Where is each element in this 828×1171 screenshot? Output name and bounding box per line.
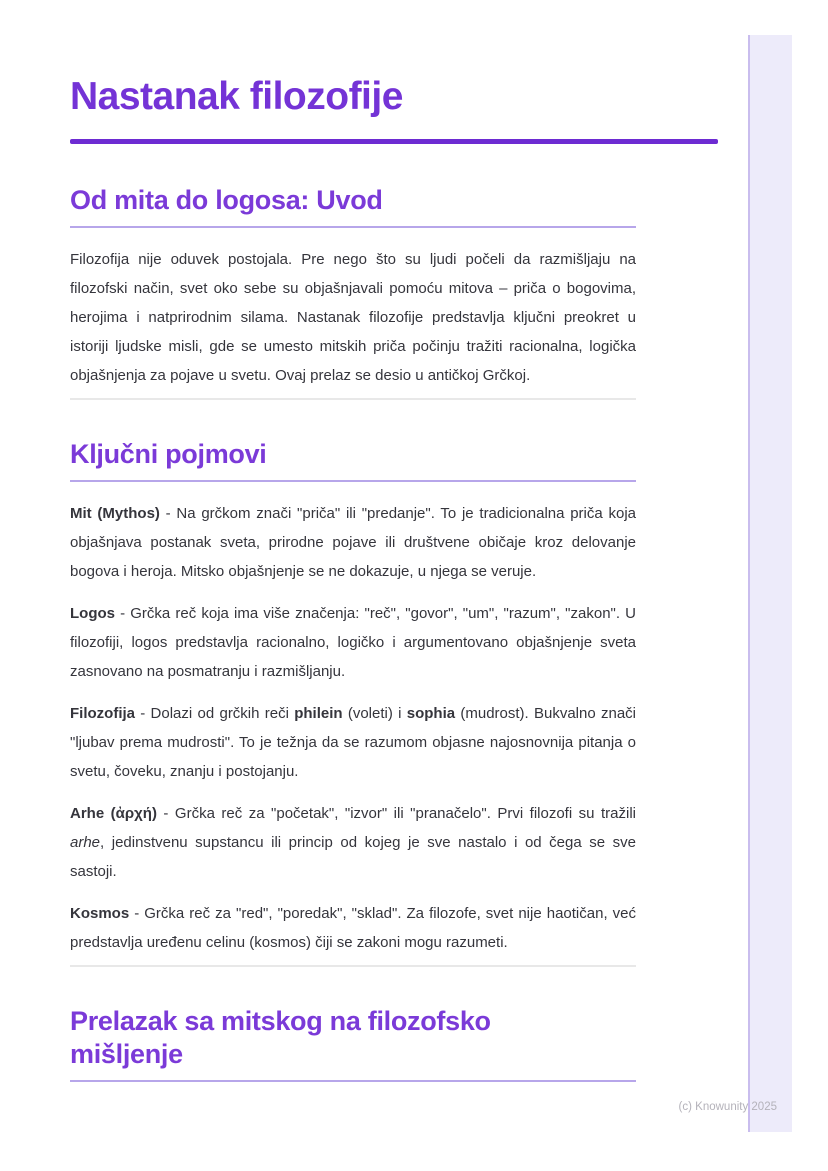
paragraph-filozofija: Filozofija - Dolazi od grčkih reči philein (voleti) i sophia (mudrost). Bukvalno znači "ljubav prema mudrosti". To je težnja da se razumom objasne najosnovnija pitanja o svetu, čoveku, znanju i postojanju. (70, 705, 636, 780)
title-rule (70, 139, 718, 144)
page-edge-strip (748, 35, 792, 1132)
section-divider-1 (70, 398, 636, 400)
section-heading-key-terms: Ključni pojmovi (70, 439, 267, 469)
heading-rule-transition (70, 1080, 636, 1082)
copyright-notice: (c) Knowunity 2025 (678, 1101, 777, 1113)
section-intro (70, 184, 718, 390)
page-title: Nastanak filozofije (70, 75, 403, 118)
heading-rule-intro (70, 226, 636, 228)
paragraph-mit: Mit (Mythos) - Na grčkom znači "priča" ili "predanje". To je tradicionalna priča koja objašnjava postanak sveta, prirodne pojave ili društvene običaje kroz delovanje bogova i heroja. Mitsko objašnjenje se ne dokazuje, u njega se veruje. (70, 505, 636, 580)
section-key-terms (70, 438, 718, 957)
section-divider-2 (70, 965, 636, 967)
section-heading-intro: Od mita do logosa: Uvod (70, 185, 383, 215)
paragraph-logos: Logos - Grčka reč koja ima više značenja: "reč", "govor", "um", "razum", "zakon". U filozofiji, logos predstavlja racionalno, logičko i argumentovano objašnjenje sveta zasnovano na posmatranju i razmišljanju. (70, 605, 636, 680)
section-transition (70, 1005, 718, 1082)
paragraph-intro: Filozofija nije oduvek postojala. Pre nego što su ljudi počeli da razmišljaju na filozofski način, svet oko sebe su objašnjavali pomoću mitova – priča o bogovima, herojima i natprirodnim silama. Nastanak filozofije predstavlja ključni preokret u istoriji ljudske misli, gde se umesto mitskih priča počinju tražiti racionalna, logička objašnjenja za pojave u svetu. Ovaj prelaz se desio u antičkoj Grčkoj. (70, 251, 636, 384)
document-content (70, 0, 718, 1082)
section-heading-transition: Prelazak sa mitskog na filozofsko mišljenje (70, 1006, 491, 1069)
paragraph-kosmos: Kosmos - Grčka reč za "red", "poredak", "sklad". Za filozofe, svet nije haotičan, već predstavlja uređenu celinu (kosmos) čiji se zakoni mogu razumeti. (70, 905, 636, 951)
heading-rule-key-terms (70, 480, 636, 482)
paragraph-arhe: Arhe (ἀρχή) - Grčka reč za "početak", "izvor" ili "pranačelo". Prvi filozofi su tražili arhe, jedinstvenu supstancu ili princip od kojeg je sve nastalo i od čega se sve sastoji. (70, 805, 636, 880)
